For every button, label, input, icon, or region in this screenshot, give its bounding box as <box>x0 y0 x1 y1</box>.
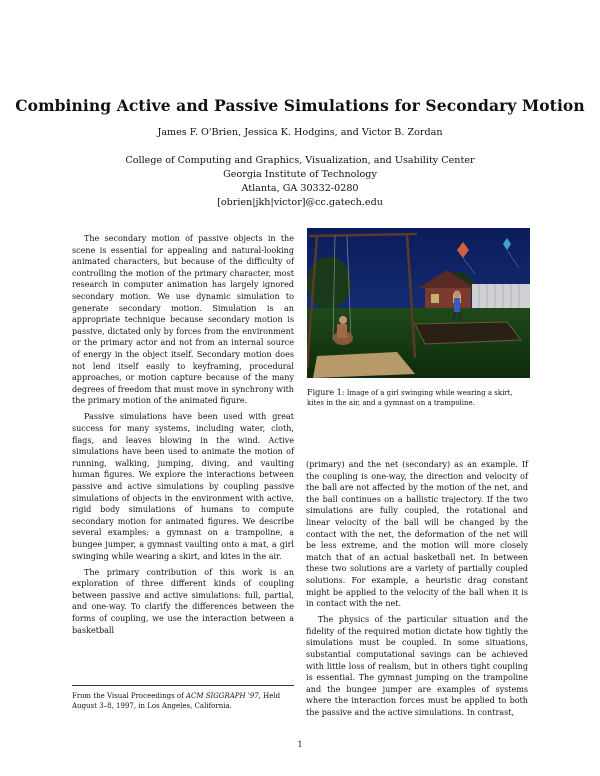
affiliation-address: Atlanta, GA 30332-0280 <box>241 183 359 194</box>
body-paragraph: (primary) and the net (secondary) as an example. If the coupling is one-way, the direction and velocity of the ball are not affected by the motion of the net, and the ball continues on a ballistic trajectory. If the two simulations are fully coupled, the rotational and linear velocity of the ball will be changed by the contact with the net, the deformation of the net will be less extreme, and the motion will more closely match that of an actual basketball net. In between these two solutions are a variety of partially coupled solutions. For example, a heuristic drag constant might be applied to the velocity of the ball when it is in contact with the net. <box>306 460 528 609</box>
figure-1-caption <box>307 388 531 409</box>
affiliation-email: [obrien|jkh|victor]@cc.gatech.edu <box>217 197 383 208</box>
body-paragraph: The secondary motion of passive objects in the scene is essential for appealing and natural-looking animated characters, but because of the difficulty of controlling the motion of the primary character, most research in computer animation has largely ignored secondary motion. We use dynamic simulation to generate secondary motion. Simulation is an appropriate technique because secondary motion is passive, dictated only by forces from the environment or the primary actor and not from an internal source of energy in the object itself. Secondary motion does not lend itself easily to keyframing, procedural approaches, or motion capture because of the many degrees of freedom that must move in synchrony with the primary motion of the animated figure. <box>72 234 294 406</box>
footnote-prefix: From the Visual Proceedings of <box>72 692 186 700</box>
affiliation-institute: Georgia Institute of Technology <box>223 169 377 180</box>
footnote-venue: ACM SIGGRAPH '97 <box>185 692 259 700</box>
page-number: 1 <box>297 740 303 749</box>
footnote <box>72 685 294 711</box>
figure-caption-text: Image of a girl swinging while wearing a skirt, kites in the air, and a gymnast on a trampoline. <box>307 389 513 407</box>
body-paragraph: The physics of the particular situation and the fidelity of the required motion dictate how tightly the simulations must be coupled. In some situations, substantial computational savings can be achieved with little loss of realism, but in others tight coupling is essential. The gymnast jumping on the trampoline and the bungee jumper are examples of systems where the interaction forces must be applied to both the passive and the active simulations. In contrast, <box>306 615 528 717</box>
author-list: James F. O'Brien, Jessica K. Hodgins, and Victor B. Zordan <box>157 127 443 138</box>
playground-scene-illustration <box>307 228 530 378</box>
footnote-suffix: , Held August 3–8, 1997, in Los Angeles, California. <box>72 692 281 710</box>
paper-title: Combining Active and Passive Simulations for Secondary Motion <box>15 96 585 115</box>
figure-caption-label: Figure 1: <box>307 388 345 397</box>
figure-1-image <box>307 228 530 378</box>
body-paragraph: Passive simulations have been used with great success for many systems, including water, cloth, flags, and leaves blowing in the wind. Active simulations have been used to animate the motion of running, walking, jumping, diving, and vaulting human figures. We explore the interactions between passive and active simulations by coupling passive simulations of objects in the environment with active, rigid body simulations of humans to compute secondary motion for animated figures. We describe several examples: a gymnast on a trampoline, a bungee jumper, a gymnast vaulting onto a mat, a girl swinging while wearing a skirt, and kites in the air. <box>72 412 294 561</box>
body-paragraph: The primary contribution of this work is an exploration of three different kinds of coupling between passive and active simulations: full, partial, and one-way. To clarify the differences between the forms of coupling, we use the interaction between a basketball <box>72 567 294 635</box>
affiliation-block <box>0 154 600 210</box>
affiliation-org: College of Computing and Graphics, Visualization, and Usability Center <box>125 155 475 166</box>
left-column <box>72 233 294 641</box>
right-column <box>306 459 528 723</box>
